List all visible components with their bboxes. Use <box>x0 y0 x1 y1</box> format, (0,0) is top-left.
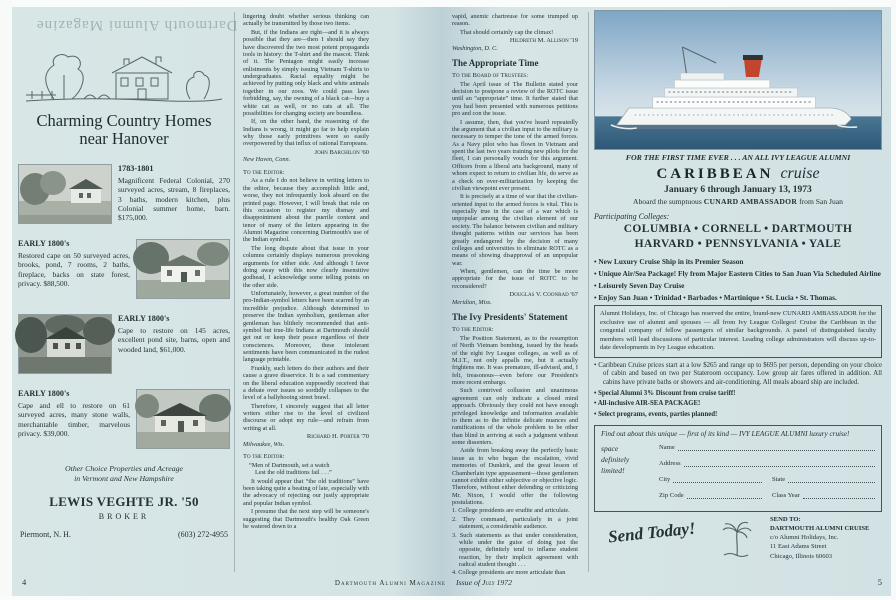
numbered-list-item: 2. They command, particularly in a joint statement, a considerable audience. <box>452 515 578 531</box>
listing-description: Restored cape on 50 surveyed acres, brooks, pond, 7 rooms, 2 baths, fireplace, backs on state forest, privacy. $88,500. <box>18 251 130 288</box>
signature-place: Washington, D. C. <box>452 44 498 52</box>
cruise-feature: • Unique Air/Sea Package! Fly from Major Eastern Cities to San Juan Via Scheduled Airline <box>594 269 882 278</box>
numbered-list-item: 4. College presidents are more articulate than <box>452 569 566 577</box>
send-to-line: c/o Alumni Holidays, Inc. <box>770 534 839 542</box>
other-properties-note <box>18 464 230 485</box>
listing-heading: EARLY 1800's <box>18 388 70 398</box>
aboard-prefix: Aboard the sumptuous <box>633 197 702 206</box>
property-listing-row <box>18 239 230 299</box>
section-heading-appropriate-time: The Appropriate Time <box>452 58 539 69</box>
cruise-detail: • Select programs, events, parties planned! <box>594 411 882 420</box>
scan-edge-top <box>0 0 896 7</box>
listing-heading: EARLY 1800's <box>118 313 170 323</box>
address-field-label: Address <box>659 459 681 467</box>
listing-heading: 1783-1801 <box>118 163 154 173</box>
signature-name: Richard H. Porter '70 <box>306 433 369 441</box>
letter-paragraph: The Position Statement, as to the resumption of North Vietnam bombing, issued by the heads of the eight Ivy League colleges, as well as of M.I.T., not only appalls me, but it actually frightens me. It was premature, ill-advised, and, I felt, treasonous—even before our President's more recent embargo. <box>452 334 578 387</box>
space-note-line: limited! <box>601 466 625 476</box>
send-to-line: 11 East Adams Street <box>770 543 827 551</box>
letter-paragraph: I presume that the next step will be someone's suggesting that Dartmouth's healthy Oak Green be watered down to a <box>243 508 369 530</box>
name-field-label: Name <box>659 443 675 451</box>
letter-paragraph: Such contrived collusion and unanimous agreement can only indicate a closed mind approach. Obviously they could not have enough privileged knowledge and information available to them as to the infinite delicate nuances and ramifications of the whole problem to be other than blind in arriving at such a judgment without some dissenters. <box>452 387 578 447</box>
broker-contact-row <box>18 530 230 539</box>
letter-paragraph: When, gentlemen, can the time be more appropriate for the issue of ROTC to be reconsidered? <box>452 268 578 290</box>
ship-name: CUNARD AMBASSADOR <box>703 197 798 206</box>
issue-name: July 1972 <box>482 578 513 587</box>
space-note-line: definitely <box>601 455 630 465</box>
state-field-line[interactable] <box>788 475 875 483</box>
letter-paragraph: Frankly, such letters do their authors and their cause a grave disservice. It is a sad commentary on the liberal education supposedly received that a debate over issues so sordidly collapses to the level of a ballyhooing street brawl. <box>243 364 369 402</box>
country-homes-ad <box>18 44 230 539</box>
send-to-name: DARTMOUTH ALUMNI CRUISE <box>770 524 870 532</box>
broker-town: Piermont, N. H. <box>20 529 71 539</box>
letter-paragraph: vapid, anemic chartreuse for some trumped up reason. <box>452 13 578 28</box>
section-heading-ivy-presidents: The Ivy Presidents' Statement <box>452 312 568 323</box>
send-today-row <box>594 515 882 561</box>
send-to-label: SEND TO: <box>770 515 801 523</box>
class-year-field-line[interactable] <box>803 491 875 499</box>
signature-name: John Barchilon '60 <box>314 148 369 156</box>
homes-ad-title <box>18 112 230 149</box>
alumni-holidays-info-box: Alumni Holidays, Inc. of Chicago has reserved the entire, brand-new CUNARD AMBASSADOR for the exclusive use of alumni and spouses — all from Ivy League Colleges! Cruise the Caribbean in the congenial company of fellow passengers of similar backgrounds. A panel of distinguished faculty members will lead discussions of particular interest. Leading college administrators will discuss up-to-date developments in Ivy League education. <box>594 305 882 357</box>
letter-paragraph: Aside from breaking away the perfectly basic issue as to who began the escalation, vivid memories of Dunkirk, and the great lesson of Chamberlain type appeasement—those gentlemen cannot exhibit either subjective or objective logic. Therefore, without either defending or criticizing Mr. Nixon, I would offer the following postulations. <box>452 447 578 507</box>
broker-phone: (603) 272-4955 <box>178 529 228 539</box>
address-field[interactable] <box>659 459 875 467</box>
property-photo <box>136 389 230 449</box>
letter-paragraph: Therefore, I sincerely suggest that all letter writers either rise to the level of civilized discourse or adopt my rule—and refrain from writing at all. <box>243 402 369 432</box>
colleges-line2: HARVARD • PENNSYLVANIA • YALE <box>634 237 842 250</box>
numbered-list-item: 3. Such statements as that under consideration, while under the guise of doing just the opposite, definitely tend to inflame student reaction, by their implicit agreement with radical student thought . . . <box>452 531 578 569</box>
signature-name: Hildreth M. Allison '19 <box>509 37 578 45</box>
cruise-feature: • Leisurely Seven Day Cruise <box>594 281 882 290</box>
zip-field-line[interactable] <box>687 491 762 499</box>
column-rule <box>234 12 235 572</box>
cruise-detail: • All-inclusive AIR-SEA PACKAGE! <box>594 400 882 409</box>
zip-field[interactable] <box>659 491 762 499</box>
verse-line: “Men of Dartmouth, set a watch <box>249 461 330 469</box>
send-to-address-block <box>770 515 882 561</box>
cruise-brand-caribbean: CARIBBEAN <box>656 166 774 182</box>
letter-paragraph: The April issue of The Bulletin stated your decision to postpone a review of the ROTC issue until an “appropriate” time. It further stated that you had been presented with numerous petitions pro and con the issue. <box>452 80 578 118</box>
property-photo <box>18 314 112 374</box>
letter-paragraph: It would appear that “the old traditions” have been taking quite a beating of late, especially with the advocacy of rejecting our justly appropriate and popular Indian symbol. <box>243 477 369 507</box>
listing-description: Magnificent Federal Colonial, 270 surveyed acres, stream, 8 fireplaces, 3 baths, modern kitchen, plus Colonial summer home, barn. $175,000. <box>118 176 230 223</box>
letter-paragraph: Unfortunately, however, a great number of the pro-Indian-symbol letters have been scarred by an incredible prejudice. Although determined to preserve the Indian symbolism, gentleman after gentleman has blithely recommended that anti-symbol but true-life Indians at Dartmouth should get out or keep their peace regardless of their consciences. Moreover, these intolerant sentiments have been communicated in the rudest language printable. <box>243 290 369 364</box>
caribbean-cruise-ad <box>594 10 882 561</box>
cruise-dates: January 6 through January 13, 1973 <box>664 185 812 195</box>
letter-paragraph: I assume, then, that you've heard repeatedly the argument that a civilian input to the military is necessary to temper the tone of the armed forces. As a Navy pilot who has flown in Vietnam and spent the last two years training new pilots for the fleet, I can personally vouch for this argument. Officers from a liberal arts background, many of whom expect to return to civilian life, do serve as a check on over-militarization by keeping the civilian viewpoint ever present. <box>452 118 578 192</box>
letter-paragraph: lingering doubt whether serious thinking can actually be transmitted by those two items. <box>243 13 369 28</box>
name-field-line[interactable] <box>678 443 875 451</box>
letter-salutation: To the Editor: <box>243 168 285 176</box>
cruise-detail-list <box>594 362 882 420</box>
issue-prefix: Issue of <box>456 578 481 587</box>
scan-edge-bottom <box>0 596 896 600</box>
class-year-field-label: Class Year <box>772 491 800 499</box>
signature-place: Meridian, Miss. <box>452 298 492 306</box>
send-to-line: Chicago, Illinois 60603 <box>770 552 833 560</box>
property-listing-row <box>18 314 230 374</box>
mail-in-coupon <box>594 425 882 512</box>
palm-tree-icon <box>722 517 752 557</box>
letters-column-left <box>243 13 369 565</box>
scan-edge-right <box>891 0 896 600</box>
page-number-right: 5 <box>877 577 882 587</box>
listing-heading: EARLY 1800's <box>18 238 70 248</box>
name-field[interactable] <box>659 443 875 451</box>
city-field-line[interactable] <box>673 475 762 483</box>
cruise-brand <box>594 165 882 183</box>
send-today-script: Send Today! <box>607 518 697 547</box>
state-field[interactable] <box>772 475 875 483</box>
space-limited-note <box>601 443 651 507</box>
space-note-line: space <box>601 443 619 453</box>
scan-edge-left <box>0 0 12 600</box>
numbered-list-item: 1. College presidents are erudite and articulate. <box>452 507 570 515</box>
listing-description: Cape to restore on 145 acres, excellent pond site, barns, open and wooded land, $61,000. <box>118 326 230 354</box>
address-field-line[interactable] <box>684 459 875 467</box>
zip-field-label: Zip Code <box>659 491 684 499</box>
participating-colleges-label: Participating Colleges: <box>594 212 670 221</box>
letter-salutation: To the Editor: <box>243 453 285 461</box>
cruise-feature: • New Luxury Cruise Ship in its Premier Season <box>594 257 882 266</box>
property-listing-row <box>18 164 230 224</box>
cruise-feature: • Enjoy San Juan • Trinidad • Barbados • Martinique • St. Lucia • St. Thomas. <box>594 293 882 302</box>
signature-place: Milwaukee, Wis. <box>243 440 285 448</box>
cruise-brand-cruise: cruise <box>780 165 820 182</box>
letter-paragraph: The long dispute about that issue in your columns certainly displays numerous provoking arguments for either side. And although I favor doing away with this now clearly insensitive godhead, I acknowledge some telling points on the other side. <box>243 244 369 289</box>
listing-description: Cape and ell to restore on 61 surveyed acres, many stone walls, merchantable timber, marvelous privacy. $39,000. <box>18 401 130 438</box>
letter-paragraph: If, on the other hand, the reasoning of the Indians is wrong, it might go far to help explain why those early primitives were so easily overpowered by that influx of rational Europeans. <box>243 118 369 148</box>
letter-paragraph: But, if the Indians are right—and it is always possible that they are—then I should say they have discovered the two most potent propaganda tools in history: the T-shirt and the mascot. Think of it. The Pentagon might easily increase enlistments by simply issuing Vietnam T-shirts to undergraduates. Racial equality might be achieved by putting only black and white animals together in our zoos. We could pass laws forbidding, say, the owning of a black cat—buy a white cat as well, or no cats at all. The possibilities for changing society are boundless. <box>243 28 369 117</box>
other-properties-line1: Other Choice Properties and Acreage <box>65 463 183 473</box>
letter-salutation: To the Editor: <box>452 326 494 334</box>
show-through-text: Dartmouth Alumni Magazine <box>36 17 238 33</box>
column-rule <box>588 12 589 572</box>
colleges-line1: COLUMBIA • CORNELL • DARTMOUTH <box>623 223 853 235</box>
cruise-ship-photo <box>594 10 882 150</box>
property-listing-row <box>18 389 230 449</box>
city-field-label: City <box>659 475 671 483</box>
other-properties-line2: in Vermont and New Hampshire <box>74 474 174 484</box>
signature-name: Douglas V. Coonrad '67 <box>509 291 578 299</box>
colleges-list <box>594 222 882 252</box>
cruise-detail: • Special Alumni 3% Discount from cruise tariff! <box>594 390 882 399</box>
letter-paragraph: As a rule I do not believe in writing letters to the editor, because they accomplish little and, worse, they not infrequently look absurd on the printed page. However, I will break that rule on this occasion to register my dismay and disappointment about the puerile content and tenor of many of the letters appearing in the Alumni Magazine concerning Dartmouth's use of the Indian symbol. <box>243 177 369 244</box>
signature-place: New Haven, Conn. <box>243 156 291 164</box>
state-field-label: State <box>772 475 786 483</box>
issue-footer <box>456 578 512 587</box>
homes-ad-title-line1: Charming Country Homes <box>36 111 212 130</box>
property-photo <box>136 239 230 299</box>
letter-paragraph: It is precisely at a time of war that the civilian-oriented input to the armed forces is vital. This is especially true in the case of a war which is unpopular among the civilian element of our society. The balance between civilian and military thought patterns within our services has been greatly endangered by the decision of many colleges and universities to eliminate ROTC as a means of showing disapproval of an unpopular war. <box>452 193 578 267</box>
broker-title: BROKER <box>98 511 150 521</box>
magazine-name-footer: Dartmouth Alumni Magazine <box>334 579 446 587</box>
cruise-photo-caption: FOR THE FIRST TIME EVER . . . AN ALL IVY LEAGUE ALUMNI <box>625 153 851 162</box>
verse-line: Lest the old traditions fail . . .” <box>255 469 332 477</box>
letters-column-right <box>452 13 578 577</box>
homes-ad-title-line2: near Hanover <box>79 129 169 149</box>
letter-salutation: To the Board of Trustees: <box>452 72 529 80</box>
cruise-detail: • Caribbean Cruise prices start at a low $265 and range up to $695 per person, depending on your choice of cabin and based on two per Stateroom occupancy. Low group air fares offered in addition. All cabins have private baths or showers and air-conditioning. All meals aboard ship are included. <box>594 362 882 388</box>
letter-paragraph: That should certainly cap the climax! <box>460 28 554 36</box>
country-house-sketch-icon <box>24 44 224 108</box>
cruise-feature-list <box>594 257 882 302</box>
broker-name: LEWIS VEGHTE JR. '50 <box>49 493 199 509</box>
property-photo <box>18 164 112 224</box>
coupon-headline: Find out about this unique — first of its kind — IVY LEAGUE ALUMNI luxury cruise! <box>601 429 850 438</box>
aboard-suffix: from San Juan <box>799 197 843 206</box>
page-number-left: 4 <box>22 577 27 587</box>
class-year-field[interactable] <box>772 491 875 499</box>
city-field[interactable] <box>659 475 762 483</box>
cruise-aboard-line <box>594 197 882 206</box>
